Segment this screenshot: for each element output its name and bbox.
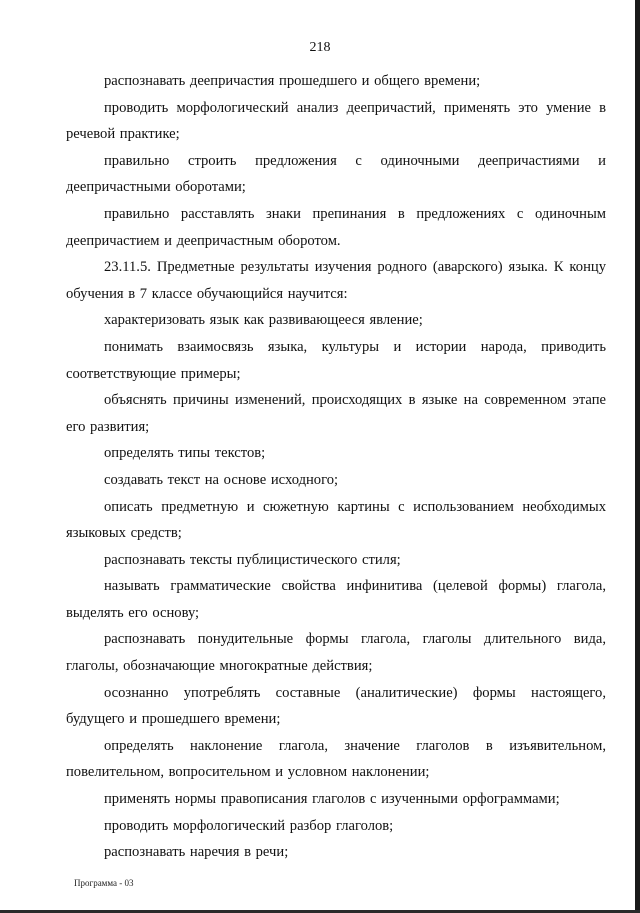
paragraph: распознавать наречия в речи; [104,844,289,861]
paragraph: проводить морфологический анализ деепричастий, применять это умение в речевой практике; [66,99,606,143]
paragraph: понимать взаимосвязь языка, культуры и истории народа, приводить соответствующие примеры; [66,338,606,382]
paragraph: объяснять причины изменений, происходящих в языке на современном этапе его развития; [66,392,606,435]
paragraph: называть грамматические свойства инфинитива (целевой формы) глагола, выделять его основу; [66,578,606,621]
paragraph: применять нормы правописания глаголов с изученными орфограммами; [104,791,560,808]
paragraph: определять типы текстов; [104,445,266,462]
page-number: 218 [309,40,331,55]
paragraph: распознавать деепричастия прошедшего и общего времени; [104,73,481,89]
paragraph: описать предметную и сюжетную картины с использованием необходимых языковых средств; [66,498,606,542]
paragraph: определять наклонение глагола, значение глаголов в изъявительном, повелительном, вопросительном и условном наклонении; [66,737,606,781]
paragraph: правильно строить предложения с одиночными деепричастиями и деепричастными оборотами; [66,152,606,196]
paragraph: правильно расставлять знаки препинания в предложениях с одиночным деепричастием и деепричастным оборотом. [66,205,606,249]
paragraph: распознавать тексты публицистического стиля; [104,551,401,568]
scan-edge-right [635,0,640,913]
paragraph: распознавать понудительные формы глагола, глаголы длительного вида, глаголы, обозначающие многократные действия; [66,631,606,675]
section-heading-paragraph: 23.11.5. Предметные результаты изучения родного (аварского) языка. К концу обучения в 7 классе обучающийся научится: [66,259,606,302]
paragraph: создавать текст на основе исходного; [104,471,339,488]
paragraph: осознанно употреблять составные (аналитические) формы настоящего, будущего и прошедшего времени; [66,684,606,728]
paragraph: проводить морфологический разбор глаголов; [104,817,394,834]
paragraph: характеризовать язык как развивающееся явление; [104,312,423,329]
page-body [66,68,606,866]
page-footer: Программа - 03 [74,878,134,888]
